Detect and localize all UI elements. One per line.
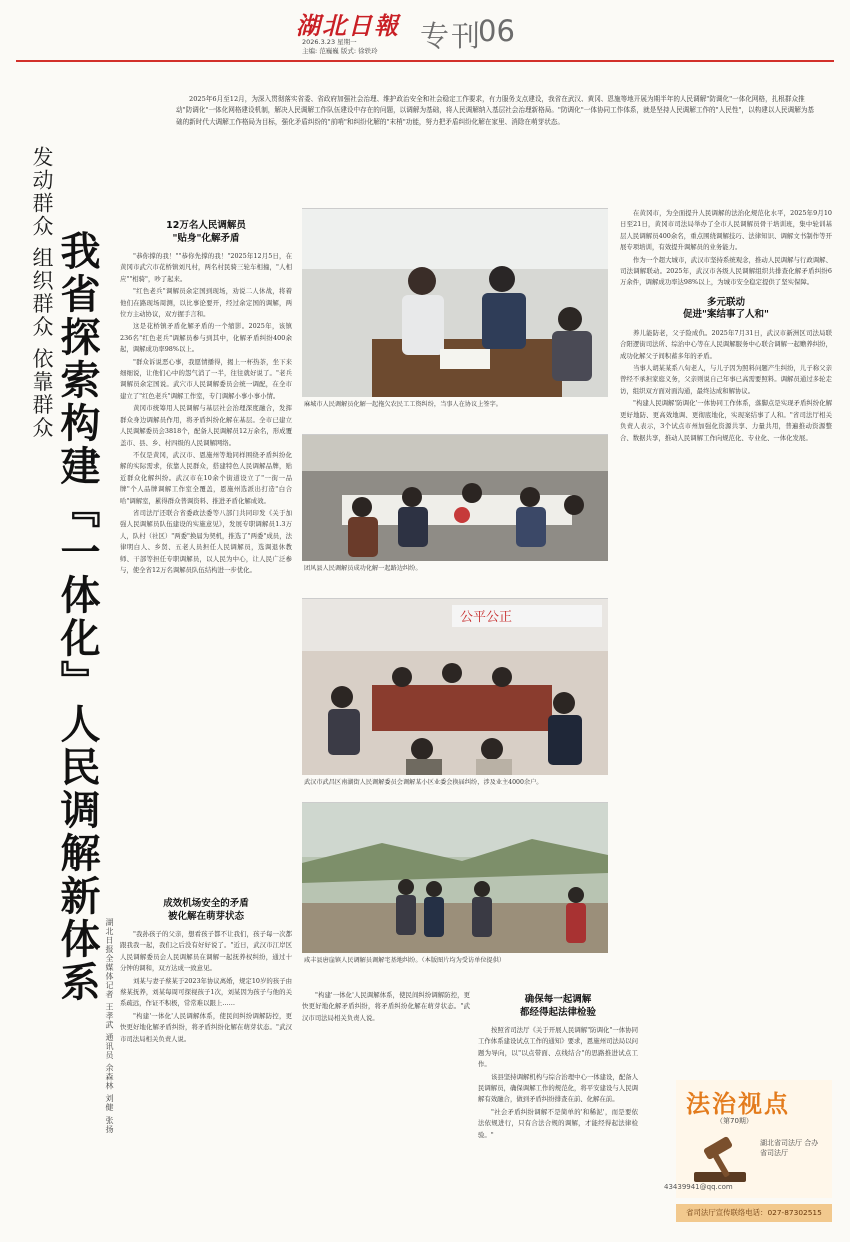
masthead	[0, 0, 850, 62]
paragraph: 刘某与妻子蔡某于2023年协议离婚，规定10岁的孩子由蔡某抚养，刘某每周可探视孩子1次，刘某因为孩子与他的关系疏远，作证不积极，常常难以跟上……	[120, 976, 292, 1008]
paragraph: "社会矛盾纠纷调解不是简单的'和稀泥'，而是要依法依规进行，只有合法合规的调解，才能经得起法律检验。"	[478, 1107, 638, 1139]
photo-image	[302, 599, 608, 775]
paragraph: 黄冈市统筹用人民调解与基层社会治理深度融合，发挥群众身边调解员作用，将矛盾纠纷化解在基层。全市已建立人民调解委员会3818个，配备人民调解员12万余名，形成覆盖市、县、乡、村四级的人民调解网络。	[120, 404, 292, 447]
section-title-3: 确保每一起调解 都经得起法律检验	[519, 994, 596, 1018]
newspaper-logo: 湖北日報	[296, 11, 400, 40]
paragraph: "构建'一体化'人民调解体系，使民间纠纷调解防控，更快更好地化解矛盾纠纷，将矛盾纠纷化解在萌芽状态。"武汉市司法局相关负责人说。	[120, 1011, 292, 1043]
article-kicker: 发动群众 组织群众 依靠群众	[30, 146, 54, 440]
paragraph: 作为一个超大城市，武汉市坚持系统观念，推动人民调解与行政调解、司法调解联动。2025年，武汉市各级人民调解组织共排查化解矛盾纠纷6万余件，调解成功率达98%以上，为城市安全稳定提供了坚实保障。	[620, 255, 832, 287]
editor-line: 主编: 范巍巍 版式: 徐轶玲	[302, 47, 378, 55]
contact-phone: 省司法厅宣传联络电话：027-87302515	[676, 1204, 832, 1222]
column-logo-box	[676, 1080, 832, 1198]
paragraph: 该县坚持调解机构与综合治理中心一体建设，配备人民调解员，确保调解工作的规范化，将平安建设与人民调解有效融合，做到矛盾纠纷排查在前、化解在前。	[478, 1072, 638, 1104]
column-1-lower	[120, 894, 292, 1046]
article-intro: 2025年6月至12月，为深入贯彻落实省委、省政府加强社会治理、维护政治安全和社会稳定工作要求，有力服务支点建设，我省在武汉、黄冈、恩施等地开展为期半年的人民调解"防调化"一体化网格，扎根群众推动"防调化"一体化网格建设机制，解决人民调解工作队伍建设中存在的问题，以调解为基础，将人民调解纳入基层社会治理新格局。"防调化"一体协同工作体系，就是坚持人民调解工作的"人民性"，以构建以人民调解为基础的新时代大调解工作格局为目标，强化矛盾纠纷的"前哨"和纠纷化解的"末梢"功能，努力把矛盾纠纷化解在家里、消除在萌芽状态。	[176, 95, 815, 126]
photo-caption: 武汉市武昌区南湖街人民调解委员会调解某小区业委会换届纠纷，涉及业主4000余户。	[302, 775, 608, 791]
paragraph: 养儿能防老，父子险成仇。2025年7月31日，武汉市新洲区司法局联合阳逻街司法所、综治中心等在人民调解服务中心联合调解一起赡养纠纷，成功化解父子间积蓄多年的矛盾。	[620, 328, 832, 360]
photo-caption: 麻城市人民调解员化解一起拖欠农民工工资纠纷，当事人在协议上签字。	[302, 397, 608, 413]
article-byline: 湖北日报全媒体记者 王孝武 通讯员 余森林 刘健 张扬	[105, 918, 114, 1134]
section-title-1: 12万名人民调解员 "贴身"化解矛盾	[166, 220, 246, 244]
header-rule	[16, 60, 834, 62]
issue-date: 2026.3.23 星期一	[302, 38, 357, 46]
paragraph: 在黄冈市，为全面提升人民调解的法治化规范化水平，2025年9月10日至21日，黄冈市司法局举办了全市人民调解员骨干培训班，集中轮训基层人民调解员400余名，重点围绕调解技巧、法律知识、调解文书制作等开展专项培训，有效提升调解员的业务能力。	[620, 209, 832, 252]
paragraph: 按照省司法厅《关于开展人民调解"防调化"一体协同工作体系建设试点工作的通知》要求，恩施州司法局以问题为导向，以"以点带面、点线结合"的思路推进试点工作。	[478, 1026, 638, 1069]
column-3-lower	[478, 990, 638, 1142]
photo-1	[302, 208, 608, 418]
paragraph: "恭你撑的我！""恭你先撑的我！"2025年12月5日，在黄冈市武穴市花桥镇刘凡村，两名村民骑三轮车相撞，"人相应""相骑"，吵了起来。	[120, 252, 292, 283]
column-issue: （第70期）	[716, 1117, 753, 1125]
column-title: 法治视点	[686, 1089, 790, 1118]
wall-banner: 公平公正	[460, 610, 513, 625]
photo-caption: 咸丰县唐崖镇人民调解员调解宅基地纠纷。（本版图片均为受访单位提供）	[302, 953, 608, 969]
section-title-2: 成效机场安全的矛盾 被化解在萌芽状态	[163, 898, 249, 922]
paragraph: 不仅是黄冈，武汉市、恩施州等地同样围绕矛盾纠纷化解的实际需求，依靠人民群众，搭建特色人民调解品牌，贴近群众化解纠纷。武汉市在10余个街道设立了"一街一品牌"个人品牌调解工作室全覆盖，恩施州选派出打造"白合哈"调解室，累得群众普调资料、推进矛盾化解成效。	[120, 450, 292, 505]
paragraph: "构建'一体化'人民调解体系，使民间纠纷调解防控，更快更好地化解矛盾纠纷，将矛盾纠纷化解在萌芽状态。"武汉市司法局相关负责人说。	[302, 991, 470, 1022]
column-sponsor: 湖北省司法厅 合办 省司法厅	[760, 1139, 819, 1157]
gavel-icon	[690, 1132, 750, 1188]
photo-image	[302, 803, 608, 953]
photo-image	[302, 209, 608, 397]
paragraph: "红色老兵"调解员余定国到现场，劝说二人休战，将着他们在路现场周测，以比事论要开，经过余定国的调解，两位方主动协议，双方握手言和。	[120, 287, 292, 319]
section-name: 专刊	[420, 19, 483, 53]
paragraph: "我孙孩子的父亲，想看孩子都不让我们，孩子每一次都跟我我一起，我们之后没有好好说了。"近日，武汉市江岸区人民调解委员会人民调解员在调解一起抚养权纠纷，通过十分钟的调和，双方达成一致意见。	[120, 930, 292, 973]
paragraph: "群众诉说恶心事，我愿情播得，揭上一杯热茶，坐下来细细说，让他们心中的怨气消了一半，往往就好说了。"老兵调解员余定国说。武穴市人民调解委员会统一调配，在全市建立了"红色老兵"调解工作室，专门调解小事小事小情。	[120, 357, 292, 400]
paragraph: 这是花桥镇矛盾化解矛盾的一个缩影。2025年，该镇236名"红色老兵"调解员参与到其中，化解矛盾纠纷400余起，调解成功率98%以上。	[120, 322, 292, 354]
paragraph: 省司法厅还联合省委政法委等八部门共同印发《关于加强人民调解员队伍建设的实施意见》，发展专职调解员1.3万人，队村（社区）"两委"换届为契机，推选了"两委"成员，法律明白人、乡贤、五老人员担任人民调解员，选调退休教师、干部等担任专职调解员，以人民为中心，让人民广泛参与，使全省12万名调解员队伍结构进一步优化。	[120, 508, 292, 574]
paragraph: "构建人民调解'防调化'一体协同工作体系，落脚点是实现矛盾纠纷化解更好地防、更高效地调、更彻底地化，实现案结事了人和。"省司法厅相关负责人表示，3个试点市州加强化资源共享、力量共用，普遍推动资源整合、数据共享，推动人民调解工作向规范化、专业化、一体化发展。	[620, 399, 832, 442]
photo-2	[302, 434, 608, 582]
contact-email: 43439941@qq.com	[664, 1183, 733, 1191]
photo-caption: 团风县人民调解员成功化解一起路边纠纷。	[302, 561, 608, 577]
photo-3	[302, 598, 608, 798]
section-title-4: 多元联动 促进"案结事了人和"	[683, 296, 769, 321]
column-4	[620, 208, 832, 445]
photo-4	[302, 802, 608, 982]
page-number: 06	[478, 14, 515, 48]
photo-image	[302, 435, 608, 561]
paragraph: 当事人胡某某系八旬老人，与儿子因为照料问题产生纠纷，儿子称父亲曾经不承担家庭义务，父亲则说自己年事已高需要照料。调解员通过多轮走访，组织双方面对面沟通，最终达成和解协议。	[620, 364, 832, 395]
column-1	[120, 216, 292, 577]
column-2-lower	[302, 990, 470, 1025]
article-headline: 我省探索构建『一体化』人民调解新体系	[54, 230, 100, 1004]
